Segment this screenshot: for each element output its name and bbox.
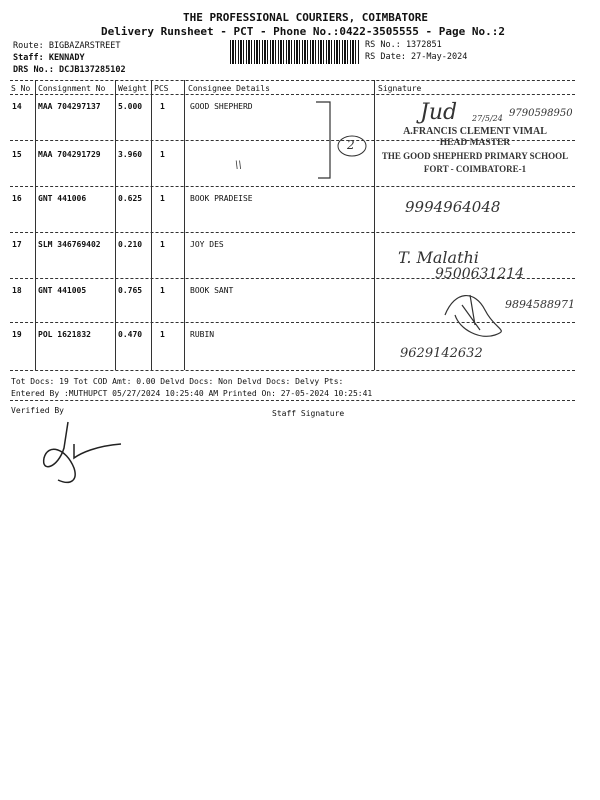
- row-pcs: 1: [160, 194, 165, 203]
- row-sno: 14: [12, 102, 22, 111]
- sig14-date: 27/5/24: [472, 114, 503, 123]
- row-rule: [10, 322, 575, 323]
- route-label: Route: BIGBAZARSTREET: [13, 41, 121, 51]
- barcode: [230, 40, 360, 64]
- sig16-number: 9994964048: [405, 198, 501, 216]
- row-weight: 3.960: [118, 150, 143, 159]
- verified-by-label: Verified By: [11, 406, 64, 415]
- col-divider: [35, 80, 36, 370]
- col-pcs: PCS: [154, 84, 169, 93]
- row-consignee: RUBIN: [190, 330, 215, 339]
- rs-number: RS No.: 1372851: [365, 40, 442, 50]
- row-sno: 19: [12, 330, 22, 339]
- company-title: THE PROFESSIONAL COURIERS, COIMBATORE: [183, 11, 429, 24]
- row-weight: 0.625: [118, 194, 143, 203]
- bracket-note: 2: [347, 138, 355, 152]
- sig17-name: T. Malathi: [398, 248, 479, 267]
- header-rule: [10, 94, 575, 95]
- col-divider: [184, 80, 185, 370]
- col-sno: S No: [11, 84, 31, 93]
- stamp-line1: A.FRANCIS CLEMENT VIMAL: [403, 126, 547, 137]
- row-consignee: BOOK PRADEISE: [190, 194, 253, 203]
- table-bottom-rule: [10, 370, 575, 371]
- col-signature: Signature: [378, 84, 422, 93]
- sig17-phone: 9500631214: [435, 266, 525, 282]
- sig14-scrawl: Jud: [420, 100, 458, 125]
- stamp-line3: THE GOOD SHEPHERD PRIMARY SCHOOL: [381, 151, 569, 161]
- row-weight: 0.765: [118, 286, 143, 295]
- staff-label: Staff: KENNADY: [13, 53, 85, 63]
- drs-number: DRS No.: DCJB137285102: [13, 65, 126, 75]
- row-sno: 17: [12, 240, 22, 249]
- col-weight: Weight: [118, 84, 147, 93]
- row-sno: 16: [12, 194, 22, 203]
- row-sno: 15: [12, 150, 22, 159]
- bracket-mark: [312, 98, 374, 184]
- row-pcs: 1: [160, 102, 165, 111]
- verifier-signature: [36, 418, 126, 490]
- stamp-line2: HEAD MASTER: [439, 138, 511, 148]
- row-consignment: MAA 704297137: [38, 102, 101, 111]
- sig18-scribble: [440, 285, 515, 340]
- row-rule: [10, 278, 575, 279]
- table-top-rule: [10, 80, 575, 81]
- row-weight: 0.470: [118, 330, 143, 339]
- row-consignment: POL 1621832: [38, 330, 91, 339]
- row-sno: 18: [12, 286, 22, 295]
- row-consignee: GOOD SHEPHERD: [190, 102, 253, 111]
- rs-date: RS Date: 27-May-2024: [365, 52, 468, 62]
- row-consignment: SLM 346769402: [38, 240, 101, 249]
- sig18-phone: 9894588971: [505, 298, 575, 311]
- stamp-line4: FORT - COIMBATORE-1: [423, 164, 527, 174]
- runsheet-subtitle: Delivery Runsheet - PCT - Phone No.:0422-3505555 - Page No.:2: [101, 25, 505, 38]
- col-divider: [115, 80, 116, 370]
- row-consignment: MAA 704291729: [38, 150, 101, 159]
- row-consignment: GNT 441006: [38, 194, 87, 203]
- row-consignee: BOOK SANT: [190, 286, 234, 295]
- row-rule: [10, 232, 575, 233]
- col-divider: [374, 80, 375, 370]
- col-consignee: Consignee Details: [188, 84, 270, 93]
- row-weight: 5.000: [118, 102, 143, 111]
- row-pcs: 1: [160, 286, 165, 295]
- row-pcs: 1: [160, 240, 165, 249]
- row-consignee: JOY DES: [190, 240, 224, 249]
- entered-by-line: Entered By :MUTHUPCT 05/27/2024 10:25:40 AM Printed On: 27-05-2024 10:25:41: [11, 389, 373, 398]
- totals-line: Tot Docs: 19 Tot COD Amt: 0.00 Delvd Docs: Non Delvd Docs: Delvy Pts:: [11, 377, 344, 386]
- row-weight: 0.210: [118, 240, 143, 249]
- sig19-number: 9629142632: [400, 346, 483, 361]
- staff-signature-label: Staff Signature: [272, 409, 345, 418]
- row-rule: [10, 186, 575, 187]
- sig14-phone: 9790598950: [509, 108, 573, 119]
- row-consignment: GNT 441005: [38, 286, 87, 295]
- row-pcs: 1: [160, 150, 165, 159]
- col-divider: [151, 80, 152, 370]
- row15-mark: \\: [235, 160, 242, 171]
- col-consignment: Consignment No: [38, 84, 106, 93]
- totals-rule: [10, 400, 575, 401]
- row-pcs: 1: [160, 330, 165, 339]
